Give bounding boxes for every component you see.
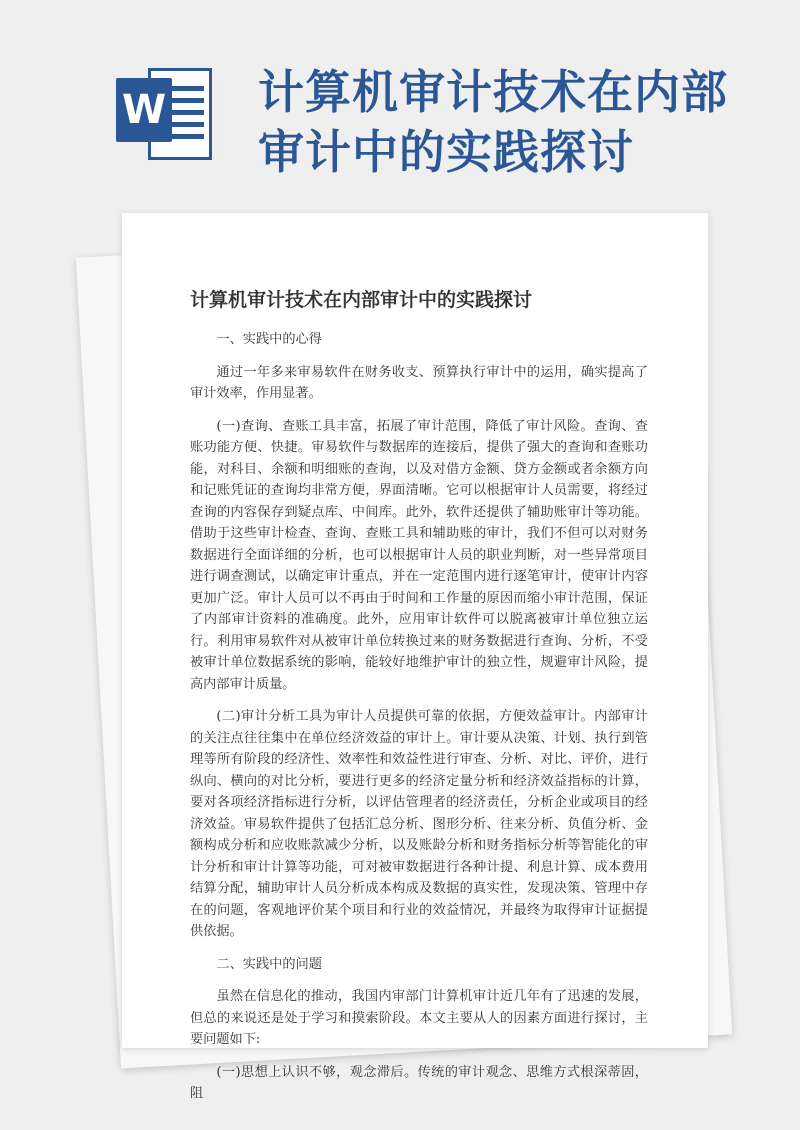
word-icon-line (168, 110, 204, 115)
paragraph-5: (一)思想上认识不够，观念滞后。传统的审计观念、思维方式根深蒂固，阻 (190, 1064, 648, 1101)
document-title: 计算机审计技术在内部审计中的实践探讨 (190, 289, 533, 311)
word-icon-line (168, 122, 204, 127)
paragraph-3: (二)审计分析工具为审计人员提供可靠的依据，方便效益审计。内部审计的关注点往往集中在单位经济效益的审计上。审计要从决策、计划、执行到管理等所有阶段的经济性、效率性和效益性进行审查、分析、对比、评价，进行纵向、横向的对比分析，要进行更多的经济定量分析和经济效益指标的计算，要对各项经济指标进行分析，以评估管理者的经济责任，分析企业或项目的经济效益。审易软件提供了包括汇总分析、图形分析、往来分析、负值分析、金额构成分析和应收账款减少分析，以及账龄分析和财务指标分析等智能化的审计分析和审计计算等功能，可对被审数据进行各种计提、利息计算、成本费用结算分配，辅助审计人员分析成本构成及数据的真实性，发现决策、管理中存在的问题，客观地评价某个项目和行业的效益情况，并最终为取得审计证据提供依据。 (190, 709, 648, 939)
word-icon-line (168, 98, 204, 103)
document-body (190, 329, 648, 1116)
page-header (0, 0, 800, 210)
word-document-icon (116, 64, 216, 164)
section-heading-2: 二、实践中的问题 (216, 956, 322, 972)
paragraph-2: (一)查询、查账工具丰富，拓展了审计范围，降低了审计风险。查询、查账功能方便、快捷。审易软件与数据库的连接后，提供了强大的查询和查账功能，对科目、余额和明细账的查询，以及对借方金额、贷方金额或者余额方向和记账凭证的查询均非常方便，界面清晰。它可以根据审计人员需要，将经过查询的内容保存到疑点库、中间库。此外，软件还提供了辅助账审计等功能。借助于这些审计检查、查询、查账工具和辅助账的审计，我们不但可以对财务数据进行全面详细的分析，也可以根据审计人员的职业判断，对一些异常项目进行调查测试，以确定审计重点，并在一定范围内进行逐笔审计，使审计内容更加广泛。审计人员可以不再由于时间和工作量的原因而缩小审计范围，保证了内部审计资料的准确度。此外，应用审计软件可以脱离被审计单位独立运行。利用审易软件对从被审计单位转换过来的财务数据进行查询、分析，不受被审计单位数据系统的影响，能较好地维护审计的独立性，规避审计风险，提高内部审计质量。 (190, 418, 648, 692)
section-heading-1: 一、实践中的心得 (216, 332, 322, 347)
paragraph-4: 虽然在信息化的推动，我国内审部门计算机审计近几年有了迅速的发展，但总的来说还是处于学习和摸索阶段。本文主要从人的因素方面进行探讨，主要问题如下: (190, 989, 648, 1047)
document-page (122, 213, 708, 1101)
word-icon-line (168, 86, 204, 91)
header-title: 计算机审计技术在内部审计中的实践探讨 (258, 65, 728, 179)
paragraph-1: 通过一年多来审易软件在财务收支、预算执行审计中的运用，确实提高了审计效率，作用显著。 (190, 364, 648, 401)
word-icon-letter: W (116, 78, 172, 142)
word-icon-line (168, 134, 204, 139)
